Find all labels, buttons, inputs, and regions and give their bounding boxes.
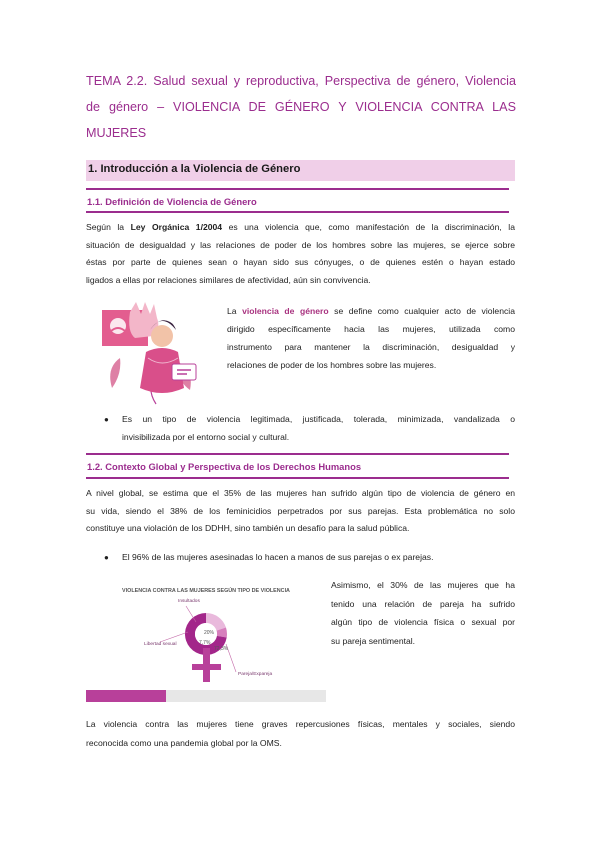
subsection-divider [86, 211, 509, 213]
data-label: 20% [204, 630, 215, 636]
bullet-marker: ● [104, 415, 109, 424]
para-line: dirigido específicamente hacia las mujeres, utilizada como [227, 324, 515, 334]
bullet-item [122, 549, 515, 567]
highlight-term: violencia de género [242, 306, 329, 316]
category-label: Libertad sexual [144, 642, 177, 647]
para-line: éstas por parte de quienes sean o hayan sido sus cónyuges, o de quienes estén o hayan estado [86, 257, 515, 267]
para-line: A nivel global, se estima que el 35% de las mujeres han sufrido algún tipo de violencia de género en [86, 488, 515, 498]
chart-title: VIOLENCIA CONTRA LAS MUJERES SEGÚN TIPO DE VIOLENCIA [122, 588, 290, 594]
para-line: tenido una relación de pareja ha sufrido [331, 598, 515, 609]
paragraph-ley-organica [86, 219, 515, 289]
paragraph-oms [86, 715, 515, 753]
text-span: es una violencia que, como manifestación de la discriminación, la [222, 222, 515, 232]
category-label: Pareja/Expareja [238, 672, 273, 677]
para-line: relaciones de poder de los hombres sobre las mujeres. [227, 360, 437, 370]
data-label: 7,7% [199, 640, 211, 646]
title-line-2: de género – VIOLENCIA DE GÉNERO Y VIOLENCIA CONTRA LAS [86, 100, 516, 114]
woman-stop-violence-illustration [90, 298, 210, 406]
text-span: La [227, 306, 243, 316]
para-line: Es un tipo de violencia legitimada, justificada, tolerada, minimizada, vandalizada o [122, 414, 515, 424]
category-label: Insultados [178, 599, 200, 604]
law-name: Ley Orgánica 1/2004 [130, 222, 223, 232]
subsection-divider [86, 477, 509, 479]
venus-crossbar [192, 664, 221, 670]
data-label: 72,3% [214, 646, 229, 652]
para-line: algún tipo de violencia física o sexual por [331, 617, 515, 627]
para-line: La violencia contra las mujeres tiene graves repercusiones físicas, mentales y sociales, siendo [86, 719, 515, 729]
text-span: Según la [86, 222, 131, 232]
section-divider [86, 188, 509, 190]
para-line: su pareja sentimental. [331, 635, 416, 646]
section-1-heading: 1. Introducción a la Violencia de Género [88, 163, 301, 175]
subsection-divider [86, 453, 509, 455]
para-line: su vida, siendo el 38% de los feminicidios perpetrados por sus parejas. Esta problemática no solo [86, 505, 515, 516]
para-line [86, 219, 515, 237]
para-line [227, 302, 515, 320]
paragraph-pareja [331, 576, 515, 650]
footer-accent [86, 690, 166, 702]
chart-svg [86, 584, 326, 708]
text-span: se define como cualquier acto de violencia [328, 306, 515, 316]
para-line: El 96% de las mujeres asesinadas lo hacen a manos de sus parejas o ex parejas. [122, 552, 434, 562]
title-line-1: TEMA 2.2. Salud sexual y reproductiva, Perspectiva de género, Violencia [86, 74, 516, 88]
bullet-marker: ● [104, 553, 109, 562]
para-line: Asimismo, el 30% de las mujeres que ha [331, 580, 515, 590]
para-line: instrumento para mantener la discriminación, desigualdad y [227, 342, 515, 352]
para-line: reconocida como una pandemia global por la OMS. [86, 738, 282, 748]
subsection-1-1-heading: 1.1. Definición de Violencia de Género [87, 196, 257, 207]
title-line-3: MUJERES [86, 126, 147, 140]
paragraph-contexto-global [86, 485, 515, 538]
paragraph-definicion [227, 302, 515, 374]
para-line: constituye una violación de los DDHH, sino también un desafío para la salud pública. [86, 523, 410, 533]
document-title [86, 68, 516, 146]
para-line: ligados a ellas por relaciones similares de afectividad, aún sin convivencia. [86, 274, 371, 285]
subsection-1-2-heading: 1.2. Contexto Global y Perspectiva de los Derechos Humanos [87, 461, 362, 472]
para-line: invisibilizada por el entorno social y cultural. [122, 431, 290, 442]
para-line: situación de desigualdad y las relaciones de poder de los hombres sobre las mujeres, se ejerce sobre [86, 239, 515, 250]
bullet-item [122, 411, 515, 446]
violence-type-chart [86, 584, 326, 708]
